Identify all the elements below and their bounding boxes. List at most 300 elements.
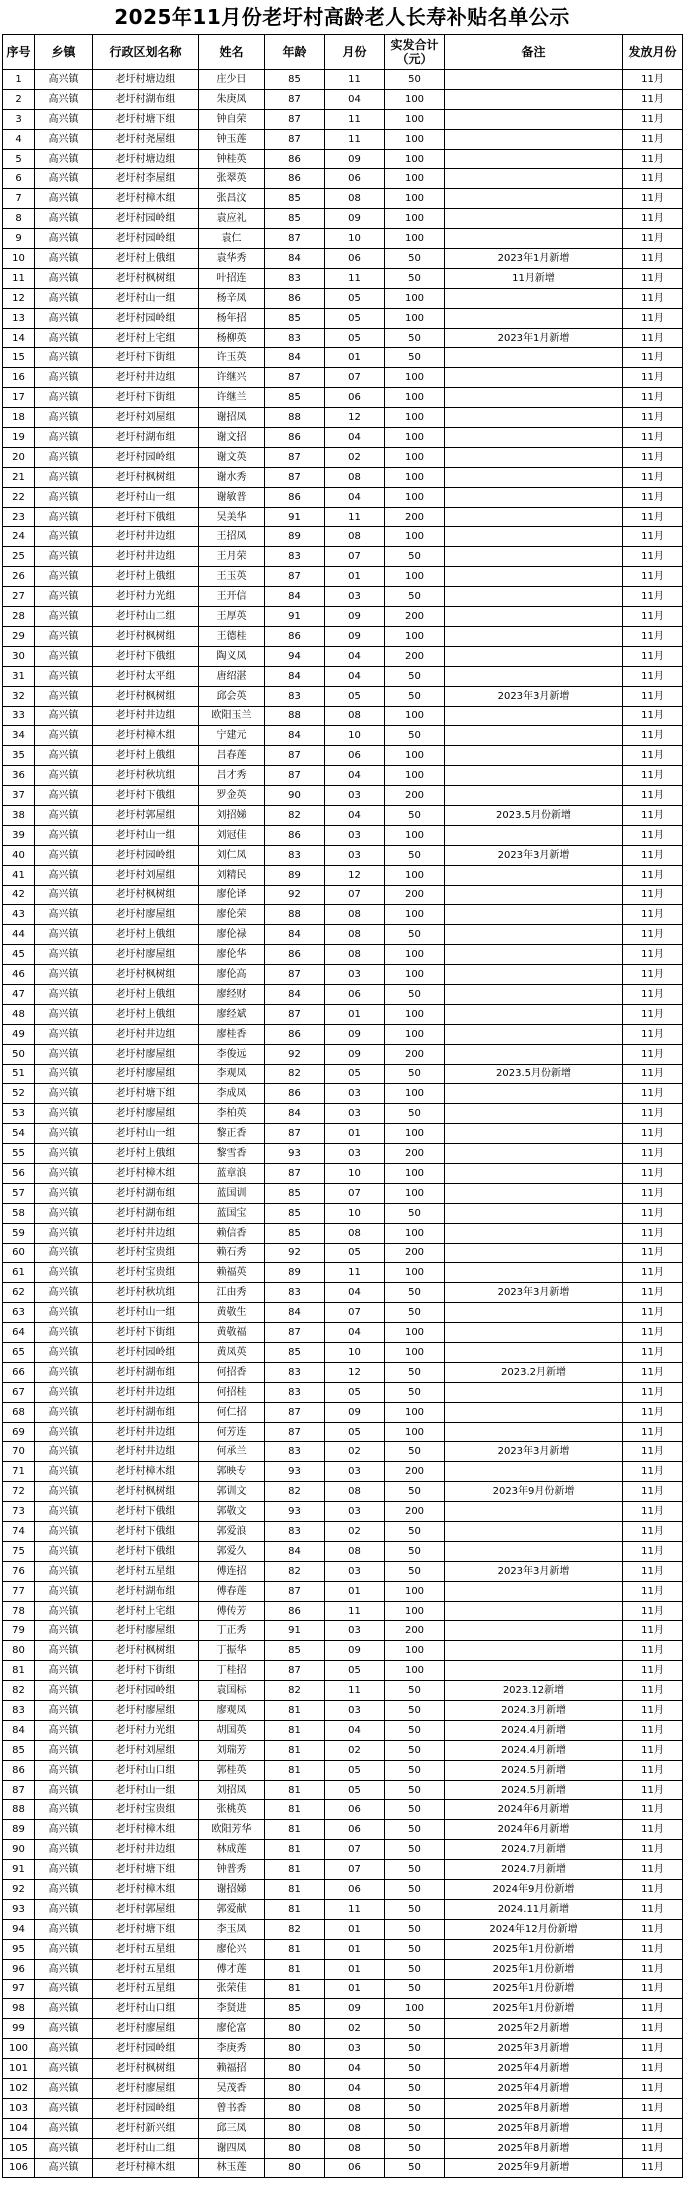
note-cell (445, 945, 623, 965)
payout-month-cell: 11月 (623, 1740, 683, 1760)
age-cell: 83 (265, 1522, 325, 1542)
table-row (3, 229, 683, 249)
note-cell: 2024.11月新增 (445, 1899, 623, 1919)
month-cell: 08 (325, 2118, 385, 2138)
seq-cell: 53 (3, 1104, 35, 1124)
table-row (3, 1462, 683, 1482)
seq-cell: 57 (3, 1183, 35, 1203)
age-cell: 81 (265, 1899, 325, 1919)
month-cell: 09 (325, 1024, 385, 1044)
note-cell (445, 149, 623, 169)
month-cell: 11 (325, 1601, 385, 1621)
seq-cell: 95 (3, 1939, 35, 1959)
town-cell: 高兴镇 (35, 885, 93, 905)
amount-cell: 100 (385, 149, 445, 169)
amount-cell: 100 (385, 945, 445, 965)
district-cell: 老圩村山口组 (93, 1760, 199, 1780)
month-cell: 11 (325, 1263, 385, 1283)
name-cell: 钟玉莲 (199, 129, 265, 149)
town-cell: 高兴镇 (35, 607, 93, 627)
payout-month-cell: 11月 (623, 607, 683, 627)
seq-cell: 47 (3, 984, 35, 1004)
table-row (3, 1382, 683, 1402)
table-row (3, 1522, 683, 1542)
table-row (3, 507, 683, 527)
table-row (3, 706, 683, 726)
amount-cell: 50 (385, 2019, 445, 2039)
district-cell: 老圩村湖布组 (93, 428, 199, 448)
name-cell: 丁桂招 (199, 1661, 265, 1681)
seq-cell: 52 (3, 1084, 35, 1104)
seq-cell: 18 (3, 408, 35, 428)
town-cell: 高兴镇 (35, 1303, 93, 1323)
note-cell (445, 587, 623, 607)
month-cell: 03 (325, 825, 385, 845)
amount-cell: 200 (385, 1144, 445, 1164)
table-row (3, 567, 683, 587)
amount-cell: 100 (385, 308, 445, 328)
seq-cell: 92 (3, 1880, 35, 1900)
seq-cell: 63 (3, 1303, 35, 1323)
note-cell: 2025年1月份新增 (445, 1999, 623, 2019)
seq-cell: 103 (3, 2098, 35, 2118)
note-cell (445, 109, 623, 129)
name-cell: 何承兰 (199, 1442, 265, 1462)
month-cell: 04 (325, 766, 385, 786)
seq-cell: 49 (3, 1024, 35, 1044)
payout-month-cell: 11月 (623, 308, 683, 328)
month-cell: 07 (325, 1303, 385, 1323)
note-cell (445, 507, 623, 527)
name-cell: 廖伦译 (199, 885, 265, 905)
month-cell: 02 (325, 1522, 385, 1542)
district-cell: 老圩村井边组 (93, 706, 199, 726)
age-cell: 87 (265, 766, 325, 786)
payout-month-cell: 11月 (623, 1959, 683, 1979)
seq-cell: 43 (3, 905, 35, 925)
amount-cell: 50 (385, 249, 445, 269)
name-cell: 何芳连 (199, 1422, 265, 1442)
age-cell: 84 (265, 1303, 325, 1323)
age-cell: 87 (265, 746, 325, 766)
month-cell: 05 (325, 1760, 385, 1780)
name-cell: 王招凤 (199, 527, 265, 547)
amount-cell: 100 (385, 706, 445, 726)
table-row (3, 1283, 683, 1303)
amount-cell: 200 (385, 607, 445, 627)
amount-cell: 100 (385, 467, 445, 487)
amount-cell: 50 (385, 2059, 445, 2079)
table-row (3, 1621, 683, 1641)
name-cell: 陶义凤 (199, 646, 265, 666)
payout-month-cell: 11月 (623, 1382, 683, 1402)
district-cell: 老圩村樟木组 (93, 189, 199, 209)
name-cell: 宁建元 (199, 726, 265, 746)
age-cell: 86 (265, 487, 325, 507)
name-cell: 钟普秀 (199, 1860, 265, 1880)
payout-month-cell: 11月 (623, 706, 683, 726)
district-cell: 老圩村井边组 (93, 527, 199, 547)
note-cell: 2025年9月新增 (445, 2158, 623, 2178)
name-cell: 廖伦高 (199, 965, 265, 985)
header-cell: 姓名 (199, 35, 265, 70)
month-cell: 10 (325, 229, 385, 249)
amount-cell: 50 (385, 726, 445, 746)
table-row (3, 945, 683, 965)
payout-month-cell: 11月 (623, 2059, 683, 2079)
age-cell: 84 (265, 925, 325, 945)
district-cell: 老圩村山一组 (93, 1780, 199, 1800)
seq-cell: 91 (3, 1860, 35, 1880)
town-cell: 高兴镇 (35, 109, 93, 129)
table-row (3, 1044, 683, 1064)
payout-month-cell: 11月 (623, 666, 683, 686)
month-cell: 01 (325, 1581, 385, 1601)
town-cell: 高兴镇 (35, 1243, 93, 1263)
payout-month-cell: 11月 (623, 1144, 683, 1164)
month-cell: 09 (325, 607, 385, 627)
seq-cell: 10 (3, 249, 35, 269)
payout-month-cell: 11月 (623, 1581, 683, 1601)
note-cell (445, 825, 623, 845)
amount-cell: 200 (385, 1502, 445, 1522)
note-cell (445, 348, 623, 368)
month-cell: 04 (325, 1323, 385, 1343)
note-cell (445, 1124, 623, 1144)
month-cell: 01 (325, 1959, 385, 1979)
seq-cell: 51 (3, 1064, 35, 1084)
note-cell (445, 1621, 623, 1641)
district-cell: 老圩村廖屋组 (93, 2019, 199, 2039)
name-cell: 郭爱久 (199, 1541, 265, 1561)
month-cell: 09 (325, 1641, 385, 1661)
town-cell: 高兴镇 (35, 1362, 93, 1382)
age-cell: 80 (265, 2098, 325, 2118)
note-cell (445, 189, 623, 209)
amount-cell: 100 (385, 965, 445, 985)
age-cell: 87 (265, 1004, 325, 1024)
age-cell: 85 (265, 1183, 325, 1203)
payout-month-cell: 11月 (623, 2078, 683, 2098)
note-cell: 2024.4月新增 (445, 1720, 623, 1740)
amount-cell: 50 (385, 1959, 445, 1979)
age-cell: 89 (265, 527, 325, 547)
district-cell: 老圩村井边组 (93, 1382, 199, 1402)
name-cell: 李贤进 (199, 1999, 265, 2019)
name-cell: 赖信香 (199, 1223, 265, 1243)
month-cell: 08 (325, 189, 385, 209)
month-cell: 03 (325, 587, 385, 607)
payout-month-cell: 11月 (623, 229, 683, 249)
seq-cell: 8 (3, 209, 35, 229)
note-cell: 2024年9月份新增 (445, 1880, 623, 1900)
district-cell: 老圩村刘屋组 (93, 865, 199, 885)
district-cell: 老圩村山一组 (93, 825, 199, 845)
note-cell (445, 1661, 623, 1681)
table-row (3, 1800, 683, 1820)
district-cell: 老圩村樟木组 (93, 726, 199, 746)
payout-month-cell: 11月 (623, 368, 683, 388)
district-cell: 老圩村园岭组 (93, 308, 199, 328)
page-title: 2025年11月份老圩村高龄老人长寿补贴名单公示 (114, 5, 570, 29)
table-row (3, 786, 683, 806)
seq-cell: 31 (3, 666, 35, 686)
amount-cell: 100 (385, 1999, 445, 2019)
age-cell: 86 (265, 1601, 325, 1621)
amount-cell: 50 (385, 2158, 445, 2178)
town-cell: 高兴镇 (35, 229, 93, 249)
age-cell: 84 (265, 348, 325, 368)
note-cell (445, 1382, 623, 1402)
town-cell: 高兴镇 (35, 467, 93, 487)
month-cell: 05 (325, 1780, 385, 1800)
age-cell: 87 (265, 1163, 325, 1183)
note-cell: 2023.2月新增 (445, 1362, 623, 1382)
month-cell: 04 (325, 1720, 385, 1740)
town-cell: 高兴镇 (35, 865, 93, 885)
name-cell: 袁仁 (199, 229, 265, 249)
month-cell: 11 (325, 507, 385, 527)
amount-cell: 50 (385, 1104, 445, 1124)
table-row (3, 169, 683, 189)
amount-cell: 50 (385, 1283, 445, 1303)
table-row (3, 825, 683, 845)
payout-month-cell: 11月 (623, 726, 683, 746)
name-cell: 欧阳芳华 (199, 1820, 265, 1840)
payout-month-cell: 11月 (623, 209, 683, 229)
age-cell: 80 (265, 2078, 325, 2098)
town-cell: 高兴镇 (35, 129, 93, 149)
note-cell: 2024年6月新增 (445, 1800, 623, 1820)
payout-month-cell: 11月 (623, 288, 683, 308)
month-cell: 07 (325, 1840, 385, 1860)
town-cell: 高兴镇 (35, 1382, 93, 1402)
note-cell: 2023年1月新增 (445, 249, 623, 269)
month-cell: 05 (325, 328, 385, 348)
month-cell: 09 (325, 1402, 385, 1422)
month-cell: 06 (325, 1880, 385, 1900)
age-cell: 84 (265, 726, 325, 746)
note-cell: 2023年3月新增 (445, 1442, 623, 1462)
table-row (3, 925, 683, 945)
table-row (3, 1820, 683, 1840)
amount-cell: 100 (385, 1024, 445, 1044)
seq-cell: 34 (3, 726, 35, 746)
amount-cell: 100 (385, 288, 445, 308)
age-cell: 86 (265, 169, 325, 189)
district-cell: 老圩村枫树组 (93, 1641, 199, 1661)
town-cell: 高兴镇 (35, 1283, 93, 1303)
note-cell: 2023年3月新增 (445, 845, 623, 865)
name-cell: 许继兴 (199, 368, 265, 388)
table-row (3, 1163, 683, 1183)
payout-month-cell: 11月 (623, 467, 683, 487)
seq-cell: 46 (3, 965, 35, 985)
amount-cell: 50 (385, 1482, 445, 1502)
seq-cell: 27 (3, 587, 35, 607)
name-cell: 何仁招 (199, 1402, 265, 1422)
month-cell: 03 (325, 1701, 385, 1721)
age-cell: 87 (265, 229, 325, 249)
name-cell: 李俊远 (199, 1044, 265, 1064)
seq-cell: 40 (3, 845, 35, 865)
payout-month-cell: 11月 (623, 1621, 683, 1641)
month-cell: 03 (325, 1502, 385, 1522)
amount-cell: 50 (385, 2138, 445, 2158)
name-cell: 吕春莲 (199, 746, 265, 766)
month-cell: 03 (325, 2039, 385, 2059)
name-cell: 王玉英 (199, 567, 265, 587)
payout-month-cell: 11月 (623, 249, 683, 269)
district-cell: 老圩村枫树组 (93, 965, 199, 985)
month-cell: 08 (325, 945, 385, 965)
note-cell: 2025年4月新增 (445, 2059, 623, 2079)
payout-month-cell: 11月 (623, 1183, 683, 1203)
district-cell: 老圩村太平组 (93, 666, 199, 686)
month-cell: 04 (325, 1283, 385, 1303)
town-cell: 高兴镇 (35, 626, 93, 646)
table-row (3, 1482, 683, 1502)
name-cell: 李成凤 (199, 1084, 265, 1104)
district-cell: 老圩村山一组 (93, 1303, 199, 1323)
town-cell: 高兴镇 (35, 1959, 93, 1979)
table-row (3, 308, 683, 328)
town-cell: 高兴镇 (35, 726, 93, 746)
name-cell: 林玉莲 (199, 2158, 265, 2178)
month-cell: 12 (325, 408, 385, 428)
seq-cell: 4 (3, 129, 35, 149)
note-cell: 2025年8月新增 (445, 2138, 623, 2158)
note-cell (445, 786, 623, 806)
age-cell: 80 (265, 2158, 325, 2178)
seq-cell: 93 (3, 1899, 35, 1919)
note-cell (445, 408, 623, 428)
month-cell: 04 (325, 646, 385, 666)
payout-month-cell: 11月 (623, 1402, 683, 1422)
note-cell (445, 766, 623, 786)
town-cell: 高兴镇 (35, 1343, 93, 1363)
age-cell: 91 (265, 507, 325, 527)
town-cell: 高兴镇 (35, 1800, 93, 1820)
age-cell: 81 (265, 1701, 325, 1721)
note-cell (445, 1502, 623, 1522)
table-row (3, 89, 683, 109)
table-row (3, 527, 683, 547)
note-cell: 2023年9月份新增 (445, 1482, 623, 1502)
town-cell: 高兴镇 (35, 527, 93, 547)
table-row (3, 1979, 683, 1999)
district-cell: 老圩村上俄组 (93, 249, 199, 269)
amount-cell: 100 (385, 1581, 445, 1601)
payout-month-cell: 11月 (623, 1362, 683, 1382)
seq-cell: 83 (3, 1701, 35, 1721)
payout-month-cell: 11月 (623, 428, 683, 448)
amount-cell: 100 (385, 1402, 445, 1422)
district-cell: 老圩村廖屋组 (93, 2078, 199, 2098)
name-cell: 吴美华 (199, 507, 265, 527)
month-cell: 02 (325, 1740, 385, 1760)
table-row (3, 607, 683, 627)
amount-cell: 100 (385, 567, 445, 587)
seq-cell: 72 (3, 1482, 35, 1502)
name-cell: 袁华秀 (199, 249, 265, 269)
month-cell: 01 (325, 1919, 385, 1939)
district-cell: 老圩村枫树组 (93, 686, 199, 706)
note-cell: 2023年3月新增 (445, 1283, 623, 1303)
district-cell: 老圩村上宅组 (93, 1601, 199, 1621)
note-cell (445, 368, 623, 388)
payout-month-cell: 11月 (623, 70, 683, 90)
month-cell: 06 (325, 169, 385, 189)
name-cell: 刘瑞芳 (199, 1740, 265, 1760)
seq-cell: 1 (3, 70, 35, 90)
town-cell: 高兴镇 (35, 646, 93, 666)
district-cell: 老圩村樟木组 (93, 1820, 199, 1840)
name-cell: 何招香 (199, 1362, 265, 1382)
payout-month-cell: 11月 (623, 1323, 683, 1343)
seq-cell: 64 (3, 1323, 35, 1343)
town-cell: 高兴镇 (35, 1919, 93, 1939)
age-cell: 85 (265, 1343, 325, 1363)
town-cell: 高兴镇 (35, 149, 93, 169)
table-row (3, 2039, 683, 2059)
district-cell: 老圩村湖布组 (93, 1183, 199, 1203)
month-cell: 06 (325, 388, 385, 408)
name-cell: 杨年招 (199, 308, 265, 328)
seq-cell: 60 (3, 1243, 35, 1263)
town-cell: 高兴镇 (35, 1144, 93, 1164)
name-cell: 刘仁凤 (199, 845, 265, 865)
month-cell: 03 (325, 1084, 385, 1104)
month-cell: 08 (325, 2098, 385, 2118)
subsidy-table (2, 34, 683, 2178)
district-cell: 老圩村秋坑组 (93, 766, 199, 786)
month-cell: 11 (325, 1899, 385, 1919)
seq-cell: 86 (3, 1760, 35, 1780)
name-cell: 吕才秀 (199, 766, 265, 786)
name-cell: 傅才莲 (199, 1959, 265, 1979)
seq-cell: 76 (3, 1561, 35, 1581)
note-cell (445, 666, 623, 686)
name-cell: 廖观凤 (199, 1701, 265, 1721)
district-cell: 老圩村力光组 (93, 1720, 199, 1740)
name-cell: 张荣佳 (199, 1979, 265, 1999)
table-row (3, 1104, 683, 1124)
amount-cell: 50 (385, 1362, 445, 1382)
name-cell: 何招桂 (199, 1382, 265, 1402)
month-cell: 04 (325, 487, 385, 507)
name-cell: 黄凤英 (199, 1343, 265, 1363)
age-cell: 81 (265, 1939, 325, 1959)
note-cell: 2024.5月新增 (445, 1760, 623, 1780)
month-cell: 08 (325, 527, 385, 547)
name-cell: 朱庚凤 (199, 89, 265, 109)
name-cell: 曾书香 (199, 2098, 265, 2118)
table-row (3, 1243, 683, 1263)
name-cell: 傅连招 (199, 1561, 265, 1581)
note-cell (445, 1323, 623, 1343)
note-cell (445, 1104, 623, 1124)
note-cell (445, 70, 623, 90)
age-cell: 88 (265, 905, 325, 925)
seq-cell: 41 (3, 865, 35, 885)
seq-cell: 50 (3, 1044, 35, 1064)
month-cell: 09 (325, 209, 385, 229)
district-cell: 老圩村郭屋组 (93, 805, 199, 825)
town-cell: 高兴镇 (35, 2118, 93, 2138)
seq-cell: 88 (3, 1800, 35, 1820)
town-cell: 高兴镇 (35, 1899, 93, 1919)
